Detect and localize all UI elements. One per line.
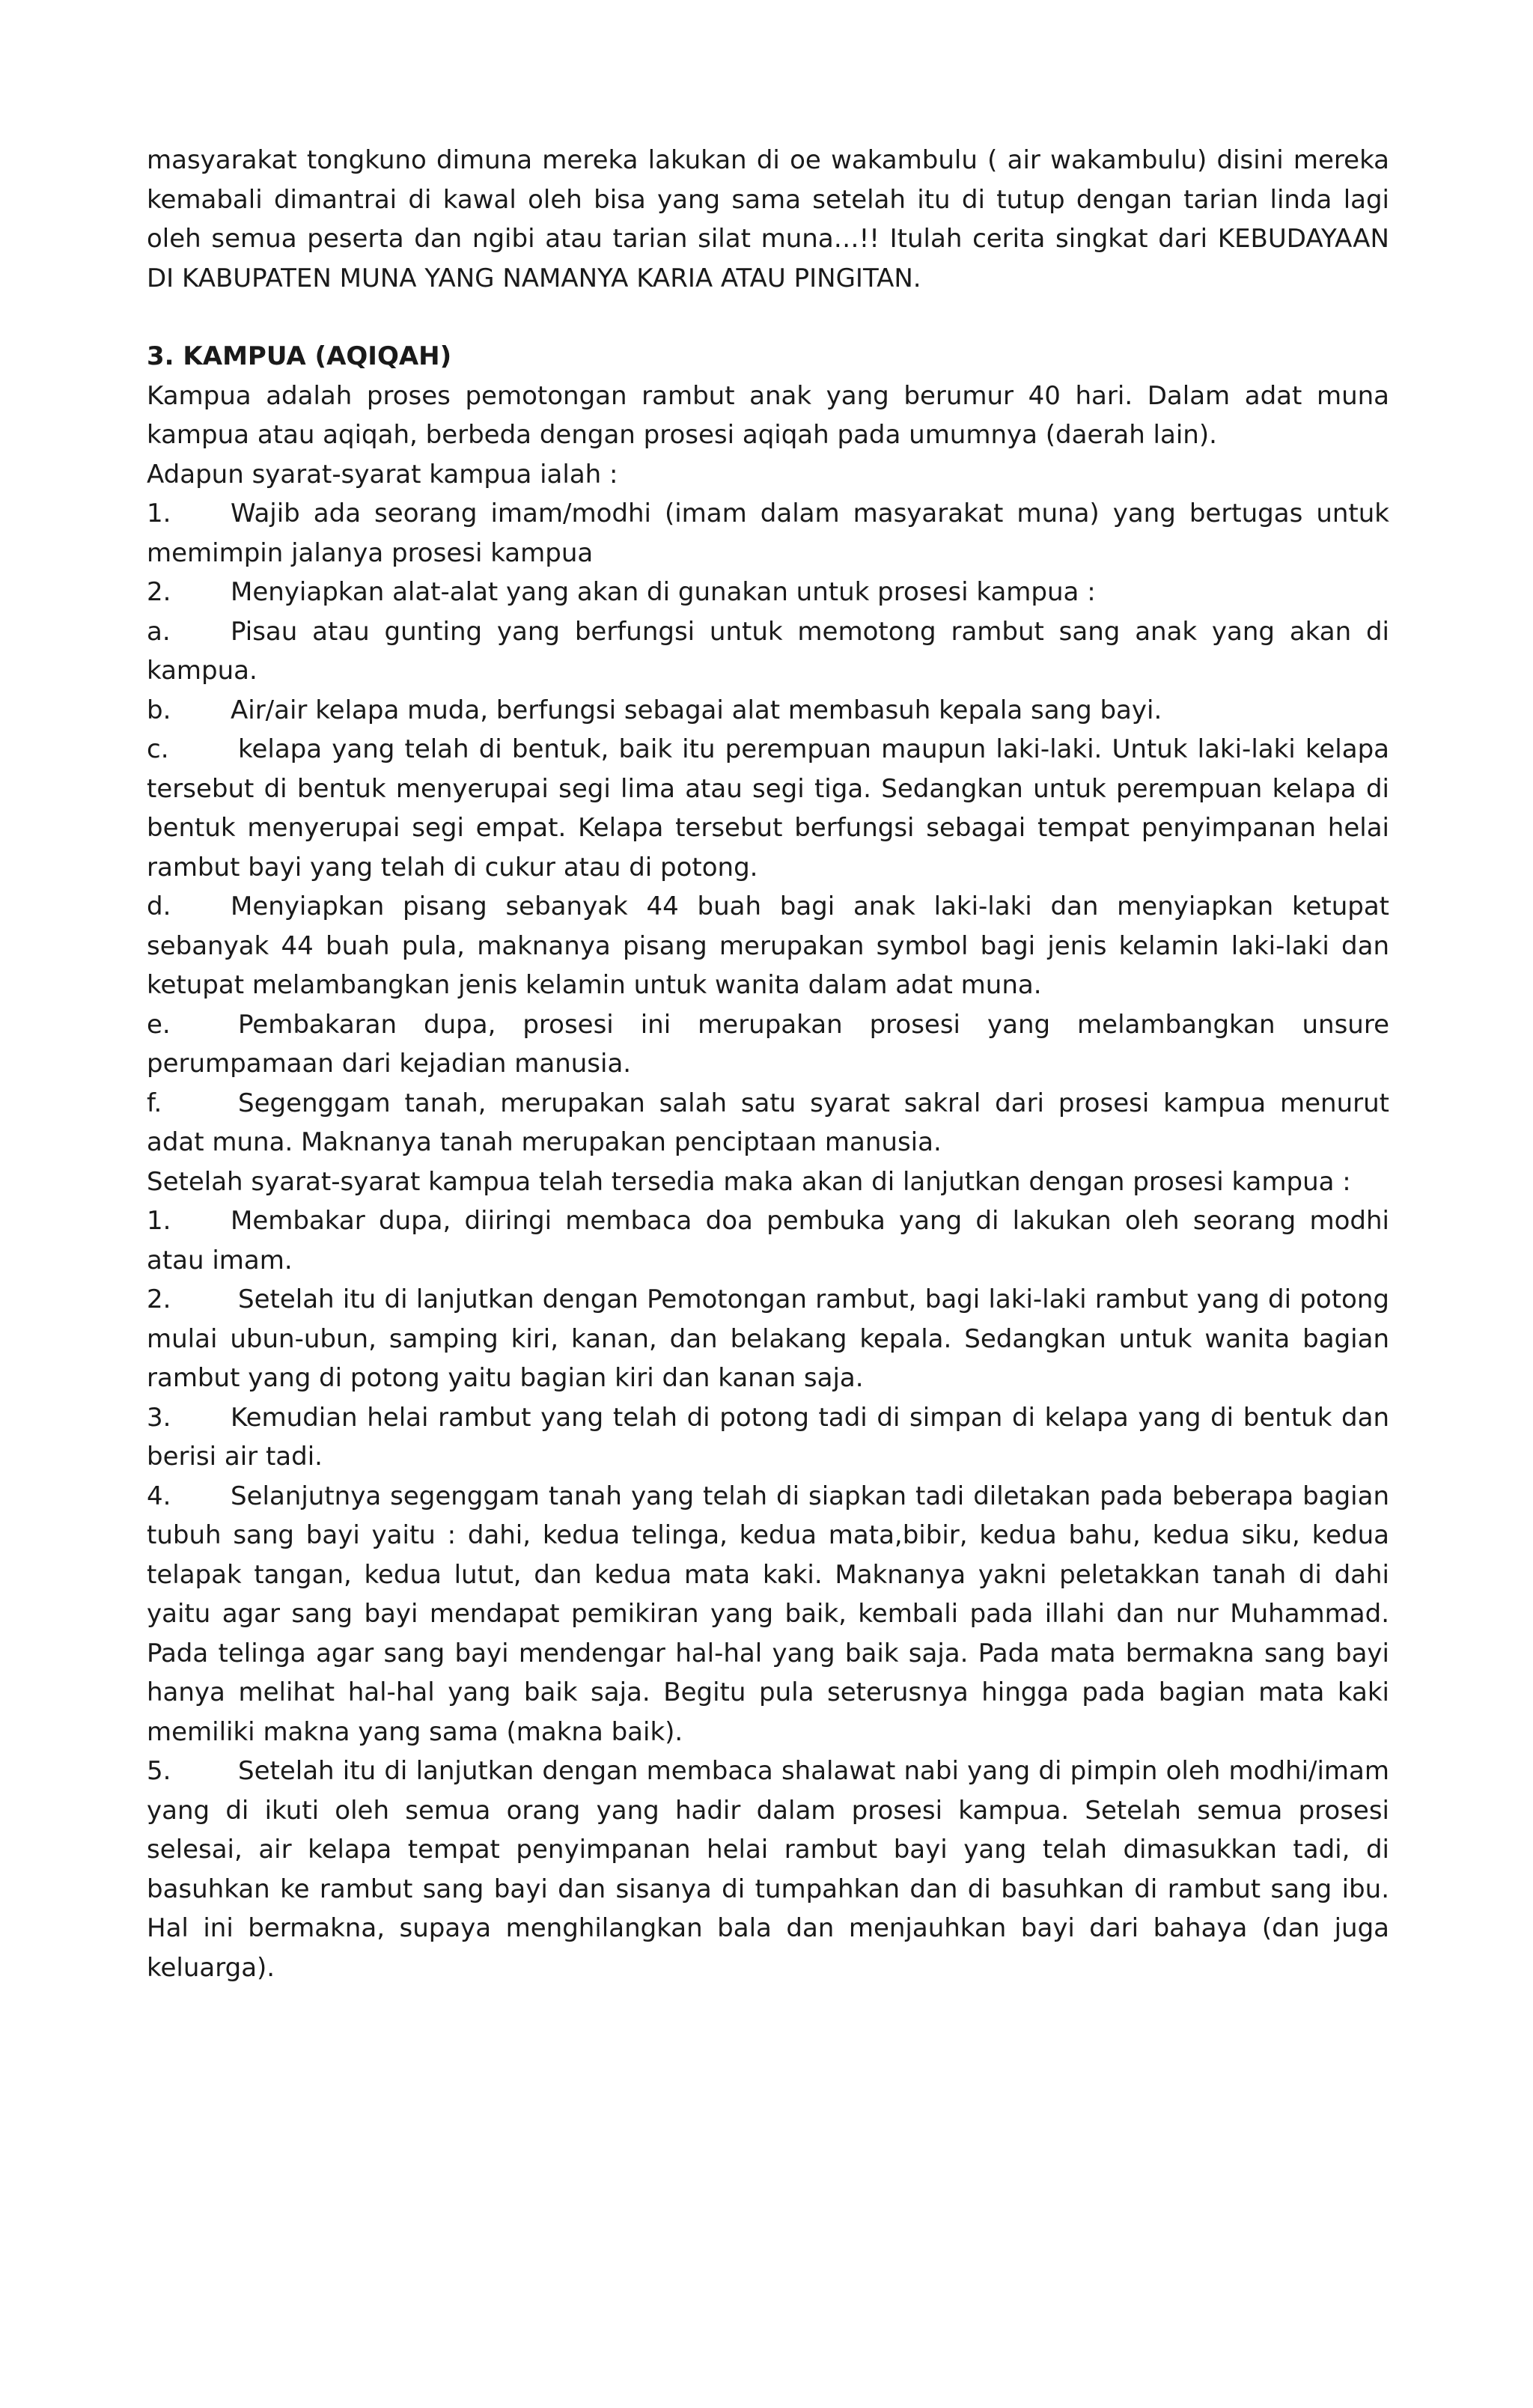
list-text: Pembakaran dupa, prosesi ini merupakan prosesi yang melambangkan unsure perumpamaan dari kejadian manusia.	[147, 1009, 1389, 1079]
list-marker: 5.	[147, 1756, 171, 1786]
syarat-item	[147, 612, 1389, 691]
intro-paragraph: masyarakat tongkuno dimuna mereka lakukan di oe wakambulu ( air wakambulu) disini mereka kemabali dimantrai di kawal oleh bisa yang sama setelah itu di tutup dengan tarian linda lagi oleh semua peserta dan ngibi atau tarian silat muna…!! Itulah cerita singkat dari KEBUDAYAAN DI KABUPATEN MUNA YANG NAMANYA KARIA ATAU PINGITAN.	[147, 145, 1389, 293]
prosesi-item	[147, 1477, 1389, 1752]
syarat-item	[147, 494, 1389, 573]
syarat-item	[147, 1084, 1389, 1162]
list-marker: 4.	[147, 1481, 171, 1511]
list-text: Air/air kelapa muda, berfungsi sebagai alat membasuh kepala sang bayi.	[231, 695, 1162, 725]
list-marker: b.	[147, 695, 171, 725]
syarat-intro: Adapun syarat-syarat kampua ialah :	[147, 459, 618, 490]
list-text: Membakar dupa, diiringi membaca doa pembuka yang di lakukan oleh seorang modhi atau imam.	[147, 1206, 1389, 1275]
document-page	[147, 141, 1389, 1987]
prosesi-list	[147, 1201, 1389, 1987]
list-marker: e.	[147, 1009, 171, 1040]
list-marker: c.	[147, 734, 169, 764]
list-text: Segenggam tanah, merupakan salah satu syarat sakral dari prosesi kampua menurut adat muna. Maknanya tanah merupakan penciptaan manusia.	[147, 1088, 1389, 1157]
list-text: Wajib ada seorang imam/modhi (imam dalam masyarakat muna) yang bertugas untuk memimpin jalanya prosesi kampua	[147, 499, 1389, 568]
prosesi-item	[147, 1398, 1389, 1477]
list-marker: d.	[147, 891, 171, 921]
syarat-item	[147, 887, 1389, 1005]
list-marker: f.	[147, 1088, 162, 1118]
section-spacer	[147, 298, 1389, 337]
prosesi-item	[147, 1280, 1389, 1398]
syarat-list	[147, 494, 1389, 1162]
list-marker: 2.	[147, 1284, 171, 1314]
prosesi-intro: Setelah syarat-syarat kampua telah tersedia maka akan di lanjutkan dengan prosesi kampua :	[147, 1166, 1351, 1197]
syarat-item	[147, 691, 1389, 731]
list-marker: 1.	[147, 1206, 171, 1236]
list-text: Kemudian helai rambut yang telah di potong tadi di simpan di kelapa yang di bentuk dan berisi air tadi.	[147, 1402, 1389, 1472]
list-marker: 2.	[147, 577, 171, 607]
list-marker: 1.	[147, 499, 171, 528]
definition-paragraph: Kampua adalah proses pemotongan rambut anak yang berumur 40 hari. Dalam adat muna kampua atau aqiqah, berbeda dengan prosesi aqiqah pada umumnya (daerah lain).	[147, 380, 1389, 450]
list-marker: a.	[147, 616, 171, 647]
syarat-item	[147, 573, 1389, 612]
syarat-item	[147, 1005, 1389, 1084]
list-text: Setelah itu di lanjutkan dengan Pemotongan rambut, bagi laki-laki rambut yang di potong mulai ubun-ubun, samping kiri, kanan, dan belakang kepala. Sedangkan untuk wanita bagian rambut yang di potong yaitu bagian kiri dan kanan saja.	[147, 1284, 1389, 1393]
list-text: Pisau atau gunting yang berfungsi untuk memotong rambut sang anak yang akan di kampua.	[147, 616, 1389, 686]
list-text: Menyiapkan alat-alat yang akan di gunakan untuk prosesi kampua :	[231, 577, 1096, 607]
prosesi-item	[147, 1752, 1389, 1987]
syarat-item	[147, 730, 1389, 887]
list-text: Menyiapkan pisang sebanyak 44 buah bagi anak laki-laki dan menyiapkan ketupat sebanyak 44 buah pula, maknanya pisang merupakan symbol bagi jenis kelamin laki-laki dan ketupat melambangkan jenis kelamin untuk wanita dalam adat muna.	[147, 891, 1389, 1000]
list-marker: 3.	[147, 1402, 171, 1433]
list-text: Selanjutnya segenggam tanah yang telah di siapkan tadi diletakan pada beberapa bagian tubuh sang bayi yaitu : dahi, kedua telinga, kedua mata,bibir, kedua bahu, kedua siku, kedua telapak tangan, kedua lutut, dan kedua mata kaki. Maknanya yakni peletakkan tanah di dahi yaitu agar sang bayi mendapat pemikiran yang baik, kembali pada illahi dan nur Muhammad. Pada telinga agar sang bayi mendengar hal-hal yang baik saja. Pada mata bermakna sang bayi hanya melihat hal-hal yang baik saja. Begitu pula seterusnya hingga pada bagian mata kaki memiliki makna yang sama (makna baik).	[147, 1481, 1389, 1747]
list-text: Setelah itu di lanjutkan dengan membaca shalawat nabi yang di pimpin oleh modhi/imam yang di ikuti oleh semua orang yang hadir dalam prosesi kampua. Setelah semua prosesi selesai, air kelapa tempat penyimpanan helai rambut bayi yang telah dimasukkan tadi, di basuhkan ke rambut sang bayi dan sisanya di tumpahkan dan di basuhkan di rambut sang ibu. Hal ini bermakna, supaya menghilangkan bala dan menjauhkan bayi dari bahaya (dan juga keluarga).	[147, 1756, 1389, 1983]
prosesi-item	[147, 1201, 1389, 1280]
list-text: kelapa yang telah di bentuk, baik itu perempuan maupun laki-laki. Untuk laki-laki kelapa tersebut di bentuk menyerupai segi lima atau segi tiga. Sedangkan untuk perempuan kelapa di bentuk menyerupai segi empat. Kelapa tersebut berfungsi sebagai tempat penyimpanan helai rambut bayi yang telah di cukur atau di potong.	[147, 734, 1389, 883]
section-heading: 3. KAMPUA (AQIQAH)	[147, 341, 452, 371]
